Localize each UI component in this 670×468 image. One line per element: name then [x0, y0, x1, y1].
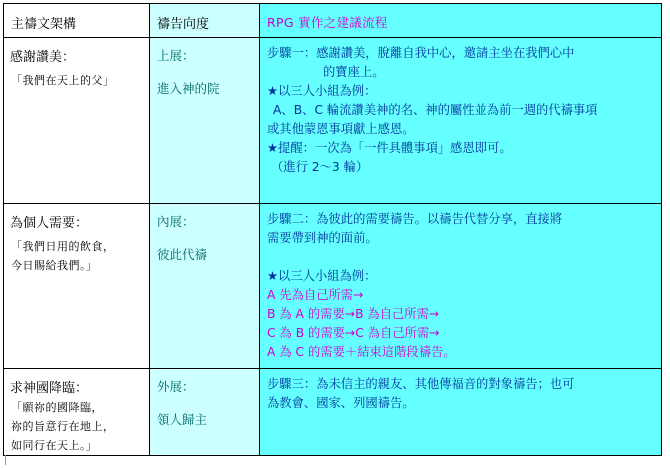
scripture-line: 「我們日用的飲食，: [11, 240, 115, 253]
step-line: ★以三人小組為例：: [267, 269, 377, 283]
direction-label: 外展：: [157, 379, 195, 394]
step-line: B 為 A 的需要→B 為自己所需→: [267, 307, 440, 321]
cursor-mark: [5, 455, 6, 465]
direction-cell: [150, 38, 260, 204]
direction-detail: 領人歸主: [157, 412, 208, 427]
category-title: 求神國降臨：: [10, 381, 89, 396]
header-structure: 主禱文架構: [11, 17, 77, 32]
scripture-line: 「願祢的國降臨，: [11, 401, 103, 414]
structure-cell: [4, 369, 150, 456]
step-line: A 為 C 的需要＋結束這階段禱告。: [267, 345, 456, 359]
table-row: [4, 204, 662, 369]
scripture-text: [4, 231, 149, 275]
scripture-line: 如同行在天上。」: [11, 439, 98, 452]
step-line: A 先為自己所需→: [267, 288, 364, 302]
step-line: 的寶座上。: [323, 65, 385, 79]
header-cell-direction: [150, 4, 260, 38]
structure-cell: [4, 204, 150, 369]
direction-cell: [150, 204, 260, 369]
process-cell: [260, 38, 662, 204]
direction-cell: [150, 369, 260, 456]
step-line: （進行 2～3 輪）: [271, 160, 369, 174]
category-title: 為個人需要：: [10, 216, 89, 231]
direction-detail: 彼此代禱: [157, 247, 208, 262]
step-line: ★提醒：一次為「一件具體事項」感恩即可。: [267, 141, 512, 155]
scripture-line: 「我們在天上的父」: [11, 74, 115, 87]
table-row: [4, 369, 662, 456]
direction-detail: 進入神的院: [157, 81, 220, 96]
process-cell: [260, 369, 662, 456]
direction-label: 上展：: [157, 48, 195, 63]
scripture-line: 祢的旨意行在地上，: [11, 420, 115, 433]
table-row: [4, 38, 662, 204]
step-line: 或其他蒙恩事項獻上感恩。: [267, 122, 415, 136]
step-line: 為教會、國家、列國禱告。: [267, 396, 415, 410]
category-title: 感謝讚美：: [10, 50, 76, 65]
scripture-line: 今日賜給我們。」: [11, 259, 98, 272]
step-line: ★以三人小組為例：: [267, 84, 377, 98]
step-line: C 為 B 的需要→C 為自己所需→: [267, 326, 440, 340]
process-cell: [260, 204, 662, 369]
step-title: 步驟三：為未信主的親友、其他傳福音的對象禱告；也可: [267, 377, 575, 391]
scripture-text: [4, 65, 149, 90]
rpg-table: [3, 3, 662, 456]
step-line: 需要帶到神的面前。: [267, 231, 378, 245]
header-process: RPG 實作之建議流程: [267, 15, 388, 30]
step-line: A、B、C 輪流讚美神的名、神的屬性並為前一週的代禱事項: [273, 103, 598, 117]
header-row: [4, 4, 662, 38]
direction-label: 內展：: [157, 214, 195, 229]
header-cell-process: [260, 4, 662, 38]
header-direction: 禱告向度: [157, 17, 210, 32]
step-title: 步驟一：感謝讚美，脫離自我中心，邀請主坐在我們心中: [267, 46, 575, 60]
structure-cell: [4, 38, 150, 204]
header-cell-structure: [4, 4, 150, 38]
step-title: 步驟二：為彼此的需要禱告。以禱告代替分享，直接將: [267, 212, 563, 226]
scripture-text: [4, 396, 149, 455]
